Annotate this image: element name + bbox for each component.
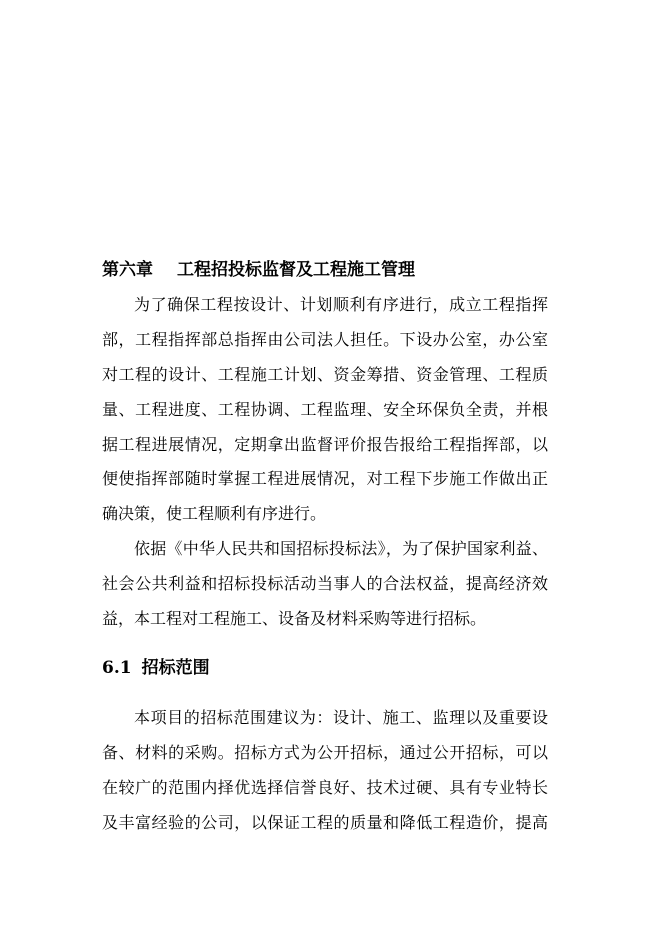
- chapter-number: 第六章: [102, 260, 153, 280]
- paragraph-3-line: 备、材料的采购。招标方式为公开招标，通过公开招标，可以: [102, 743, 548, 762]
- section-title: 招标范围: [141, 658, 210, 678]
- paragraph-3-line: 本项目的招标范围建议为：设计、施工、监理以及重要设: [134, 708, 548, 727]
- paragraph-1-line: 部，工程指挥部总指挥由公司法人担任。下设办公室，办公室: [102, 330, 548, 349]
- paragraph-3-line: 在较广的范围内择优选择信誉良好、技术过硬、具有专业特长: [102, 778, 548, 797]
- paragraph-1-line: 为了确保工程按设计、计划顺利有序进行，成立工程指挥: [134, 295, 548, 314]
- paragraph-1-line: 据工程进展情况，定期拿出监督评价报告报给工程指挥部，以: [102, 435, 548, 454]
- paragraph-1-line: 量、工程进度、工程协调、工程监理、安全环保负全责，并根: [102, 400, 548, 419]
- section-number: 6.1: [102, 658, 132, 678]
- paragraph-1-line: 对工程的设计、工程施工计划、资金筹措、资金管理、工程质: [102, 365, 548, 384]
- paragraph-1-line: 确决策，使工程顺利有序进行。: [102, 504, 327, 523]
- chapter-heading: [102, 260, 415, 280]
- paragraph-3-line: 及丰富经验的公司，以保证工程的质量和降低工程造价，提高: [102, 813, 548, 832]
- chapter-title: 工程招投标监督及工程施工管理: [177, 260, 415, 280]
- paragraph-2-line: 依据《中华人民共和国招标投标法》，为了保护国家利益、: [134, 539, 548, 558]
- paragraph-1-line: 便使指挥部随时掌握工程进展情况，对工程下步施工作做出正: [102, 469, 548, 488]
- section-heading: [102, 658, 210, 678]
- paragraph-2-line: 社会公共利益和招标投标活动当事人的合法权益，提高经济效: [102, 574, 548, 593]
- paragraph-2-line: 益，本工程对工程施工、设备及材料采购等进行招标。: [102, 609, 487, 628]
